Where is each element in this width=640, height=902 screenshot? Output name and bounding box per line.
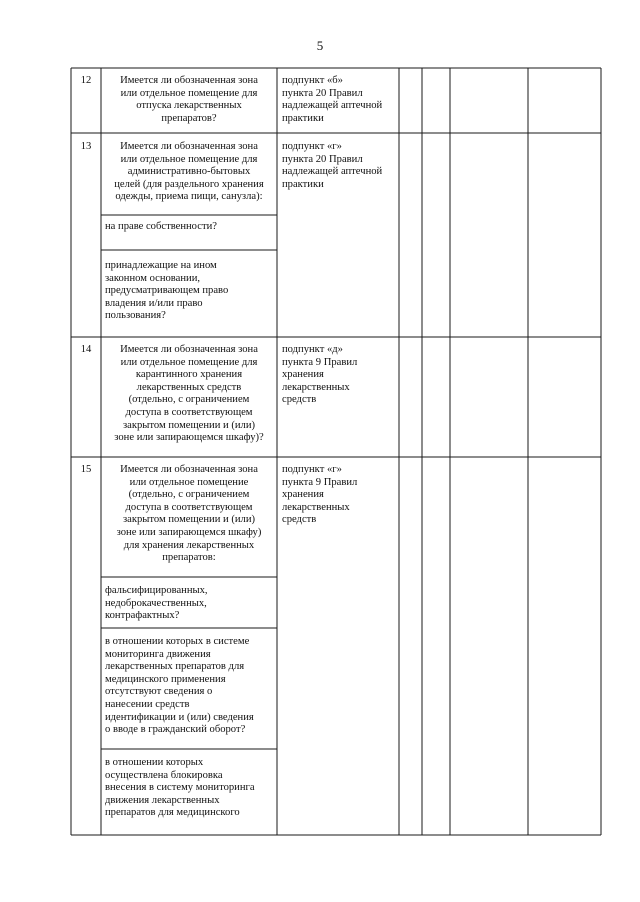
question-text: Имеется ли обозначенная зона или отдельное помещение (отдельно, с ограничением доступа в соответствующем закрытом помещении и (или) зоне или запирающемся шкафу) для хранения лекарственных препаратов: (116, 464, 262, 564)
sub-item: на праве собственности? (105, 221, 217, 232)
row-number: 15 (80, 464, 92, 475)
legal-reference: подпункт «г» пункта 20 Правил надлежащей аптечной практики (282, 141, 383, 190)
row-number: 12 (80, 75, 92, 86)
question-text: Имеется ли обозначенная зона или отдельное помещение для административно-бытовых целей (для раздельного хранения одежды, приема пищи, санузла): (114, 141, 264, 203)
row-number: 14 (80, 344, 92, 355)
row-number: 13 (80, 141, 92, 152)
sub-item: принадлежащие на ином законном основании, предусматривающем право владения и/или право пользования? (105, 260, 229, 322)
legal-reference: подпункт «г» пункта 9 Правил хранения лекарственных средств (282, 464, 358, 526)
question-text: Имеется ли обозначенная зона или отдельное помещение для карантинного хранения лекарственных средств (отдельно, с ограничением доступа в соответствующем закрытом помещении и (или) зоне или запирающемся шкафу)? (114, 344, 264, 444)
page-number: 5 (316, 38, 324, 53)
legal-reference: подпункт «б» пункта 20 Правил надлежащей аптечной практики (282, 75, 383, 124)
sub-item: в отношении которых осуществлена блокировка внесения в систему мониторинга движения лекарственных препаратов для медицинского (105, 757, 255, 819)
sub-item: в отношении которых в системе мониторинга движения лекарственных препаратов для медицинского применения отсутствуют сведения о нанесении средств идентификации и (или) сведения о вводе в гражданский оборот? (105, 636, 254, 736)
sub-item: фальсифицированных, недоброкачественных, контрафактных? (105, 585, 208, 622)
question-text: Имеется ли обозначенная зона или отдельное помещение для отпуска лекарственных препаратов? (120, 75, 258, 124)
legal-reference: подпункт «д» пункта 9 Правил хранения лекарственных средств (282, 344, 358, 406)
